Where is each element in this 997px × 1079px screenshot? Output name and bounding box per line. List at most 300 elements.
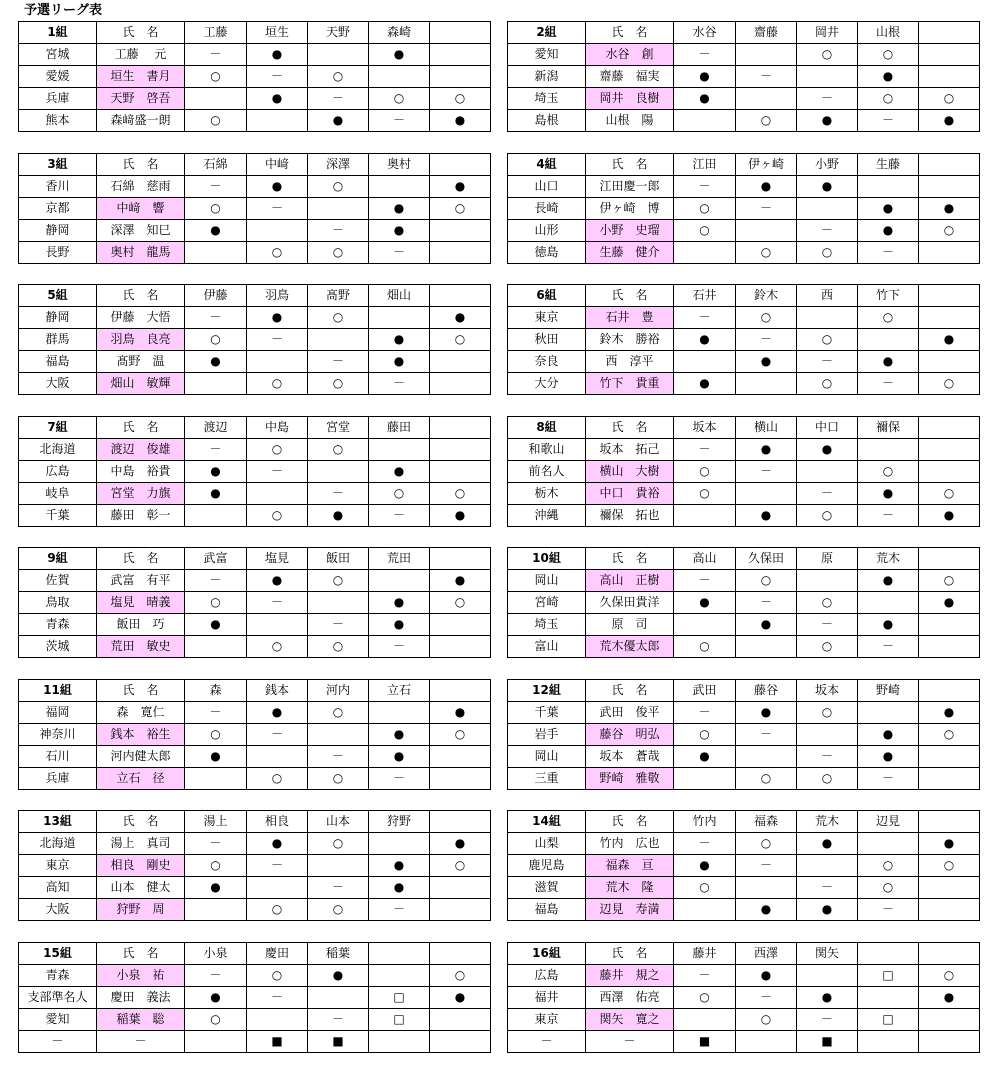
result-cell: － xyxy=(736,724,797,746)
result-cell: ○ xyxy=(185,1009,247,1031)
table-row xyxy=(19,198,491,220)
player-name: 伊藤 大悟 xyxy=(97,307,185,329)
table-row xyxy=(19,176,491,198)
result-cell: ○ xyxy=(430,329,491,351)
prefecture: 熊本 xyxy=(19,110,97,132)
player-name: 西 淳平 xyxy=(586,351,674,373)
opponent-header xyxy=(919,154,980,176)
result-cell xyxy=(736,373,797,395)
result-cell xyxy=(919,176,980,198)
prefecture: 新潟 xyxy=(508,66,586,88)
table-row xyxy=(508,373,980,395)
result-cell xyxy=(797,724,858,746)
table-row xyxy=(508,329,980,351)
player-name: 関矢 寛之 xyxy=(586,1009,674,1031)
group-table-15 xyxy=(18,942,491,1053)
result-cell xyxy=(247,877,308,899)
table-row xyxy=(19,44,491,66)
result-cell: ○ xyxy=(919,724,980,746)
result-cell xyxy=(185,1031,247,1053)
player-name: 狩野 周 xyxy=(97,899,185,921)
result-cell: － xyxy=(185,702,247,724)
group-header-row xyxy=(508,943,980,965)
result-cell: － xyxy=(674,176,736,198)
result-cell: ● xyxy=(919,505,980,527)
prefecture: 埼玉 xyxy=(508,614,586,636)
table-row xyxy=(508,855,980,877)
table-row xyxy=(19,220,491,242)
prefecture: 山形 xyxy=(508,220,586,242)
player-name: 荒木優太郎 xyxy=(586,636,674,658)
opponent-header: 福森 xyxy=(736,811,797,833)
result-cell: ● xyxy=(797,833,858,855)
result-cell: － xyxy=(247,855,308,877)
player-name: － xyxy=(97,1031,185,1053)
table-row xyxy=(508,702,980,724)
prefecture: － xyxy=(19,1031,97,1053)
result-cell xyxy=(674,505,736,527)
table-row xyxy=(508,220,980,242)
result-cell xyxy=(858,702,919,724)
result-cell xyxy=(369,66,430,88)
prefecture: 長崎 xyxy=(508,198,586,220)
prefecture: 宮城 xyxy=(19,44,97,66)
group-header-row xyxy=(19,548,491,570)
group-table-9 xyxy=(18,547,491,658)
opponent-header: 伊ヶ崎 xyxy=(736,154,797,176)
result-cell: － xyxy=(308,351,369,373)
group-header-row xyxy=(508,154,980,176)
name-header: 氏 名 xyxy=(97,22,185,44)
table-row xyxy=(19,483,491,505)
result-cell: ● xyxy=(919,110,980,132)
result-cell: ○ xyxy=(797,768,858,790)
result-cell xyxy=(430,614,491,636)
result-cell: ● xyxy=(858,724,919,746)
result-cell: － xyxy=(369,242,430,264)
group-header-row xyxy=(19,680,491,702)
result-cell: ○ xyxy=(858,88,919,110)
prefecture: 和歌山 xyxy=(508,439,586,461)
table-row xyxy=(19,307,491,329)
result-cell: ● xyxy=(919,592,980,614)
result-cell: ● xyxy=(919,987,980,1009)
opponent-header: 稲葉 xyxy=(308,943,369,965)
player-name: 竹内 広也 xyxy=(586,833,674,855)
result-cell xyxy=(674,1009,736,1031)
opponent-header: 関矢 xyxy=(797,943,858,965)
result-cell xyxy=(430,636,491,658)
result-cell: － xyxy=(185,307,247,329)
name-header: 氏 名 xyxy=(586,811,674,833)
result-cell: ○ xyxy=(919,88,980,110)
result-cell: － xyxy=(185,570,247,592)
player-name: 禰保 拓也 xyxy=(586,505,674,527)
result-cell: ● xyxy=(247,88,308,110)
result-cell xyxy=(308,987,369,1009)
player-name: 辺見 寿満 xyxy=(586,899,674,921)
result-cell: ○ xyxy=(797,636,858,658)
opponent-header: 横山 xyxy=(736,417,797,439)
prefecture: 沖縄 xyxy=(508,505,586,527)
result-cell xyxy=(674,614,736,636)
opponent-header: 荒木 xyxy=(858,548,919,570)
table-row xyxy=(508,592,980,614)
result-cell: ○ xyxy=(858,877,919,899)
group-name: 4組 xyxy=(508,154,586,176)
result-cell: ○ xyxy=(185,66,247,88)
opponent-header: 久保田 xyxy=(736,548,797,570)
result-cell: ● xyxy=(369,220,430,242)
group-header-row xyxy=(508,285,980,307)
opponent-header: 渡辺 xyxy=(185,417,247,439)
prefecture: 千葉 xyxy=(19,505,97,527)
prefecture: 高知 xyxy=(19,877,97,899)
prefecture: 青森 xyxy=(19,965,97,987)
result-cell: ○ xyxy=(797,505,858,527)
prefecture: － xyxy=(508,1031,586,1053)
table-row xyxy=(508,351,980,373)
prefecture: 宮崎 xyxy=(508,592,586,614)
result-cell: － xyxy=(858,110,919,132)
opponent-header: 相良 xyxy=(247,811,308,833)
player-name: 横山 大樹 xyxy=(586,461,674,483)
opponent-header: 畑山 xyxy=(369,285,430,307)
result-cell: ○ xyxy=(247,439,308,461)
player-name: 山本 健太 xyxy=(97,877,185,899)
result-cell xyxy=(674,242,736,264)
table-row xyxy=(508,987,980,1009)
result-cell xyxy=(919,899,980,921)
table-row xyxy=(19,614,491,636)
prefecture: 石川 xyxy=(19,746,97,768)
result-cell: － xyxy=(674,44,736,66)
result-cell xyxy=(369,570,430,592)
result-cell: ○ xyxy=(308,768,369,790)
name-header: 氏 名 xyxy=(97,943,185,965)
player-name: 奥村 龍馬 xyxy=(97,242,185,264)
opponent-header xyxy=(430,417,491,439)
result-cell: － xyxy=(674,439,736,461)
name-header: 氏 名 xyxy=(97,285,185,307)
result-cell xyxy=(185,899,247,921)
result-cell: ○ xyxy=(674,220,736,242)
opponent-header: 江田 xyxy=(674,154,736,176)
result-cell: ● xyxy=(247,44,308,66)
prefecture: 秋田 xyxy=(508,329,586,351)
result-cell: ○ xyxy=(674,483,736,505)
result-cell xyxy=(919,439,980,461)
prefecture: 兵庫 xyxy=(19,768,97,790)
result-cell: ● xyxy=(369,855,430,877)
prefecture: 徳島 xyxy=(508,242,586,264)
result-cell xyxy=(430,461,491,483)
result-cell: － xyxy=(797,88,858,110)
player-name: 坂本 蒼哉 xyxy=(586,746,674,768)
result-cell: ○ xyxy=(797,373,858,395)
result-cell xyxy=(919,746,980,768)
result-cell xyxy=(369,702,430,724)
result-cell: － xyxy=(858,899,919,921)
result-cell: ● xyxy=(247,307,308,329)
opponent-header: 岡井 xyxy=(797,22,858,44)
table-row xyxy=(19,373,491,395)
prefecture: 前名人 xyxy=(508,461,586,483)
result-cell: － xyxy=(858,373,919,395)
player-name: 畑山 敏輝 xyxy=(97,373,185,395)
result-cell: － xyxy=(308,483,369,505)
prefecture: 富山 xyxy=(508,636,586,658)
table-row xyxy=(508,66,980,88)
prefecture: 広島 xyxy=(19,461,97,483)
result-cell: － xyxy=(736,66,797,88)
result-cell xyxy=(797,855,858,877)
result-cell xyxy=(919,242,980,264)
result-cell: ○ xyxy=(369,483,430,505)
group-name: 16組 xyxy=(508,943,586,965)
result-cell: ○ xyxy=(247,636,308,658)
prefecture: 栃木 xyxy=(508,483,586,505)
result-cell: ○ xyxy=(736,110,797,132)
result-cell: ● xyxy=(369,198,430,220)
group-header-row xyxy=(508,22,980,44)
prefecture: 愛媛 xyxy=(19,66,97,88)
table-row xyxy=(19,636,491,658)
opponent-header: 小泉 xyxy=(185,943,247,965)
result-cell: ○ xyxy=(308,242,369,264)
result-cell: ○ xyxy=(674,198,736,220)
result-cell xyxy=(736,88,797,110)
result-cell xyxy=(858,987,919,1009)
player-name: 中島 裕貴 xyxy=(97,461,185,483)
result-cell: － xyxy=(247,461,308,483)
player-name: 高山 正樹 xyxy=(586,570,674,592)
group-header-row xyxy=(508,417,980,439)
player-name: 野崎 雅敬 xyxy=(586,768,674,790)
result-cell xyxy=(247,220,308,242)
result-cell xyxy=(430,44,491,66)
result-cell xyxy=(736,44,797,66)
result-cell: ○ xyxy=(858,855,919,877)
result-cell: ● xyxy=(858,351,919,373)
result-cell: ● xyxy=(185,877,247,899)
opponent-header: 塩見 xyxy=(247,548,308,570)
opponent-header: 水谷 xyxy=(674,22,736,44)
opponent-header: 銭本 xyxy=(247,680,308,702)
result-cell: ● xyxy=(369,724,430,746)
result-cell xyxy=(185,636,247,658)
table-row xyxy=(508,176,980,198)
result-cell: ○ xyxy=(797,44,858,66)
result-cell xyxy=(919,44,980,66)
result-cell: ● xyxy=(736,505,797,527)
result-cell xyxy=(430,351,491,373)
result-cell: － xyxy=(247,724,308,746)
result-cell xyxy=(858,1031,919,1053)
opponent-header xyxy=(919,943,980,965)
name-header: 氏 名 xyxy=(586,417,674,439)
result-cell xyxy=(369,439,430,461)
prefecture: 茨城 xyxy=(19,636,97,658)
prefecture: 東京 xyxy=(19,855,97,877)
opponent-header: 湯上 xyxy=(185,811,247,833)
result-cell: ● xyxy=(858,483,919,505)
opponent-header xyxy=(430,285,491,307)
prefecture: 鳥取 xyxy=(19,592,97,614)
result-cell: ○ xyxy=(430,88,491,110)
opponent-header xyxy=(919,417,980,439)
prefecture: 京都 xyxy=(19,198,97,220)
result-cell: ● xyxy=(247,176,308,198)
opponent-header: 河内 xyxy=(308,680,369,702)
name-header: 氏 名 xyxy=(586,680,674,702)
result-cell: ○ xyxy=(797,702,858,724)
result-cell: － xyxy=(797,351,858,373)
prefecture: 奈良 xyxy=(508,351,586,373)
prefecture: 支部準名人 xyxy=(19,987,97,1009)
result-cell xyxy=(185,242,247,264)
group-table-7 xyxy=(18,416,491,527)
group-header-row xyxy=(19,943,491,965)
prefecture: 東京 xyxy=(508,1009,586,1031)
table-row xyxy=(19,833,491,855)
prefecture: 愛知 xyxy=(508,44,586,66)
group-name: 10組 xyxy=(508,548,586,570)
result-cell: － xyxy=(858,505,919,527)
player-name: 相良 剛史 xyxy=(97,855,185,877)
opponent-header: 荒木 xyxy=(797,811,858,833)
opponent-header: 石井 xyxy=(674,285,736,307)
result-cell xyxy=(674,768,736,790)
result-cell xyxy=(858,176,919,198)
group-table-2 xyxy=(507,21,980,132)
opponent-header: 髙野 xyxy=(308,285,369,307)
opponent-header: 伊藤 xyxy=(185,285,247,307)
result-cell: ● xyxy=(736,351,797,373)
name-header: 氏 名 xyxy=(97,680,185,702)
prefecture: 広島 xyxy=(508,965,586,987)
group-header-row xyxy=(508,548,980,570)
prefecture: 静岡 xyxy=(19,307,97,329)
result-cell: ○ xyxy=(308,307,369,329)
table-row xyxy=(508,877,980,899)
name-header: 氏 名 xyxy=(586,22,674,44)
result-cell: － xyxy=(797,220,858,242)
group-name: 1組 xyxy=(19,22,97,44)
result-cell: ● xyxy=(247,570,308,592)
table-row xyxy=(19,768,491,790)
opponent-header: 西 xyxy=(797,285,858,307)
table-row xyxy=(508,88,980,110)
group-table-16 xyxy=(507,942,980,1053)
prefecture: 岩手 xyxy=(508,724,586,746)
group-name: 5組 xyxy=(19,285,97,307)
player-name: 稲葉 聡 xyxy=(97,1009,185,1031)
name-header: 氏 名 xyxy=(586,285,674,307)
table-row xyxy=(508,724,980,746)
result-cell: ● xyxy=(674,329,736,351)
result-cell: ○ xyxy=(247,965,308,987)
group-header-row xyxy=(19,811,491,833)
player-name: 小泉 祐 xyxy=(97,965,185,987)
result-cell: ○ xyxy=(369,88,430,110)
opponent-header xyxy=(430,811,491,833)
opponent-header xyxy=(919,548,980,570)
name-header: 氏 名 xyxy=(97,154,185,176)
player-name: 鈴木 勝裕 xyxy=(586,329,674,351)
prefecture: 長野 xyxy=(19,242,97,264)
result-cell: ○ xyxy=(308,373,369,395)
result-cell: ● xyxy=(919,198,980,220)
result-cell xyxy=(919,66,980,88)
result-cell: ○ xyxy=(430,855,491,877)
prefecture: 北海道 xyxy=(19,439,97,461)
table-row xyxy=(19,110,491,132)
result-cell xyxy=(858,439,919,461)
prefecture: 大阪 xyxy=(19,373,97,395)
table-row xyxy=(508,483,980,505)
result-cell: ● xyxy=(674,373,736,395)
group-table-1 xyxy=(18,21,491,132)
result-cell xyxy=(185,373,247,395)
opponent-header: 森 xyxy=(185,680,247,702)
result-cell xyxy=(919,636,980,658)
result-cell: ● xyxy=(674,88,736,110)
result-cell xyxy=(797,570,858,592)
result-cell xyxy=(919,877,980,899)
result-cell xyxy=(369,307,430,329)
result-cell: － xyxy=(247,987,308,1009)
result-cell: － xyxy=(185,176,247,198)
name-header: 氏 名 xyxy=(586,548,674,570)
opponent-header: 石綿 xyxy=(185,154,247,176)
result-cell: － xyxy=(308,746,369,768)
result-cell xyxy=(797,198,858,220)
opponent-header: 荒田 xyxy=(369,548,430,570)
result-cell xyxy=(308,461,369,483)
result-cell xyxy=(674,899,736,921)
opponent-header xyxy=(369,943,430,965)
result-cell: － xyxy=(797,1009,858,1031)
result-cell: ● xyxy=(369,351,430,373)
player-name: 中﨑 響 xyxy=(97,198,185,220)
result-cell: ○ xyxy=(185,110,247,132)
result-cell xyxy=(308,724,369,746)
result-cell xyxy=(736,483,797,505)
result-cell: ● xyxy=(430,987,491,1009)
table-row xyxy=(508,833,980,855)
player-name: 江田慶一郎 xyxy=(586,176,674,198)
result-cell: － xyxy=(369,505,430,527)
opponent-header xyxy=(858,943,919,965)
result-cell xyxy=(797,461,858,483)
result-cell: ○ xyxy=(919,570,980,592)
result-cell xyxy=(430,877,491,899)
opponent-header xyxy=(919,811,980,833)
result-cell: － xyxy=(308,220,369,242)
result-cell: － xyxy=(797,877,858,899)
prefecture: 岡山 xyxy=(508,746,586,768)
result-cell: ● xyxy=(736,439,797,461)
table-row xyxy=(19,329,491,351)
result-cell: ● xyxy=(736,176,797,198)
result-cell: － xyxy=(185,833,247,855)
result-cell xyxy=(797,307,858,329)
result-cell: ● xyxy=(185,746,247,768)
result-cell: ● xyxy=(308,965,369,987)
opponent-header: 竹下 xyxy=(858,285,919,307)
group-table-14 xyxy=(507,810,980,921)
